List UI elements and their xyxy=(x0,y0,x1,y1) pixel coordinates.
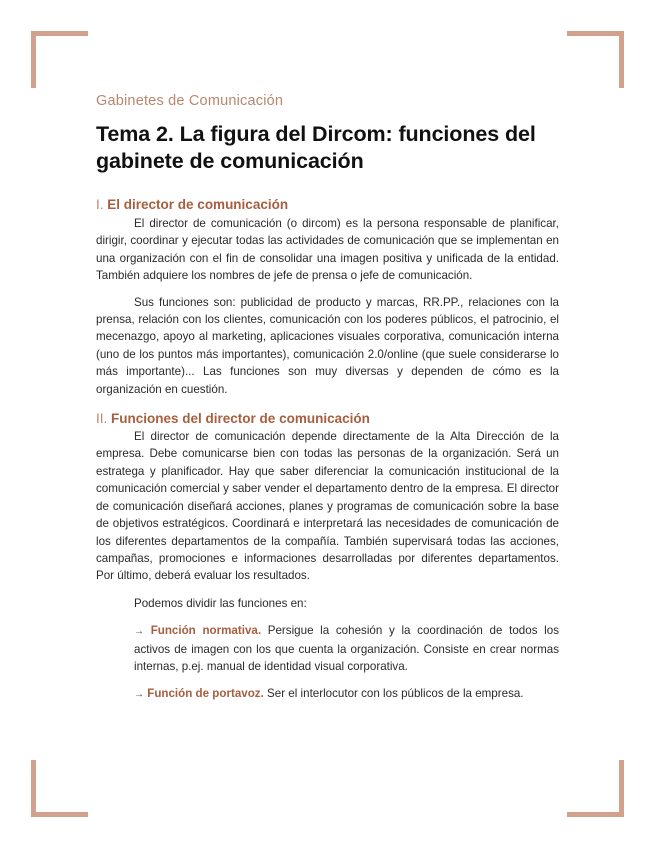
section-1-paragraph-2: Sus funciones son: publicidad de producto y marcas, RR.PP., relaciones con la prensa, relación con los clientes, comunicación con los poderes públicos, el patrocinio, el mecenazgo, apoyo al marketing, aplicaciones visuales corporativa, comunicación interna (uno de los puntos más importantes), comunicación 2.0/online (que suele considerarse lo más importante)... Las funciones son muy diversas y dependen de cómo es la organización en cuestión. xyxy=(96,295,559,396)
corner-mark-top-right xyxy=(567,31,624,88)
section-2-number: II. xyxy=(96,411,108,427)
function-bullet-normativa xyxy=(96,622,559,675)
bullet-term: Función normativa. xyxy=(150,624,262,638)
subject-label: Gabinetes de Comunicación xyxy=(96,93,284,109)
corner-mark-bottom-right xyxy=(567,760,624,817)
bullet-text: Persigue la cohesión y la coordinación de todos los activos de imagen con los que cuenta la organización. Consiste en crear normas internas, p.ej. manual de identidad visual corporativa. xyxy=(134,624,559,673)
arrow-right-icon: → xyxy=(134,626,144,638)
corner-mark-top-left xyxy=(31,31,88,88)
bullet-text: Ser el interlocutor con los públicos de la empresa. xyxy=(263,687,524,701)
page-title: Tema 2. La figura del Dircom: funciones del gabinete de comunicación xyxy=(96,122,536,173)
page-content xyxy=(96,93,559,704)
section-1-heading xyxy=(96,197,559,212)
section-1-title: El director de comunicación xyxy=(107,197,289,212)
bullet-term: Función de portavoz. xyxy=(147,687,264,701)
section-2-title: Funciones del director de comunicación xyxy=(111,411,370,427)
corner-mark-bottom-left xyxy=(31,760,88,817)
section-1-number: I. xyxy=(96,197,104,212)
function-bullet-portavoz xyxy=(96,685,559,703)
arrow-right-icon: → xyxy=(134,689,144,701)
section-2-paragraph: El director de comunicación depende directamente de la Alta Dirección de la empresa. Debe comunicarse bien con todas las personas de la organización. Será un estratega y planificador. Hay que saber diferenciar la comunicación institucional de la comunicación comercial y saber vender el departamento dentro de la empresa. El director de comunicación diseñará acciones, planes y programas de comunicación sobre la base de objetivos estratégicos. Coordinará e interpretará las necesidades de comunicación de los diferentes departamentos de la compañía. También supervisará todas las acciones, campañas, promociones e informaciones desarrolladas por diferentes departamentos. Por último, deberá evaluar los resultados. xyxy=(96,430,559,583)
section-1-paragraph-1: El director de comunicación (o dircom) es la persona responsable de planificar, dirigir, coordinar y ejecutar todas las actividades de comunicación que se implementan en una organización con el fin de consolidar una imagen positiva y unificada de la entidad. También adquiere los nombres de jefe de prensa o jefe de comunicación. xyxy=(96,217,559,283)
functions-lead: Podemos dividir las funciones en: xyxy=(134,596,307,610)
section-2-heading xyxy=(96,411,559,426)
